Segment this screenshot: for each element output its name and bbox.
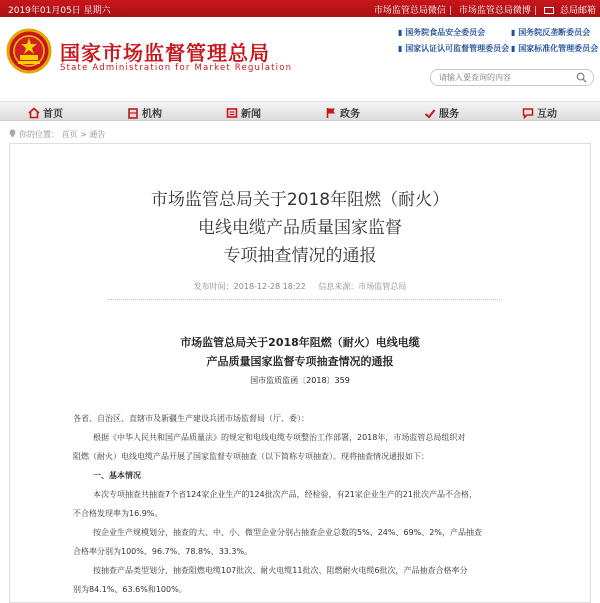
weibo-link[interactable]: 市场监管总局微博 (458, 6, 531, 16)
breadcrumb-separator: > (80, 130, 87, 139)
nav-item-service[interactable] (424, 105, 459, 120)
home-icon (28, 107, 40, 119)
info-source: 信息来源：市场监管总局 (318, 282, 407, 291)
document-title (10, 333, 590, 371)
breadcrumb (8, 129, 105, 140)
quicklink-label: 国家标准化管理委员会 (518, 44, 599, 53)
top-bar (0, 0, 600, 17)
quicklink-cnca[interactable]: ▮ 国家认证认可监督管理委员会 (398, 44, 510, 53)
top-links (370, 3, 596, 16)
paragraph-salutation: 各省、自治区、直辖市及新疆生产建设兵团市场监督局（厅、委）： (73, 414, 309, 423)
meta-divider (108, 299, 500, 300)
quicklink-food-safety[interactable]: ▮ 国务院食品安全委员会 (398, 28, 486, 37)
news-icon (226, 107, 238, 119)
document-title-line: 市场监管总局关于2018年阻燃（耐火）电线电缆 (180, 336, 420, 349)
search-icon[interactable] (576, 72, 587, 83)
breadcrumb-current[interactable]: 通告 (89, 130, 106, 139)
paragraph-line: 按企业生产规模划分，抽查的大、中、小、微型企业分别占抽查企业总数的5%、24%、69%、2%，产品抽查 (93, 528, 482, 537)
quicklink-label: 国家认证认可监督管理委员会 (405, 44, 510, 53)
link-separator: | (533, 6, 537, 16)
mail-icon (544, 7, 554, 14)
article-title-line: 电线电缆产品质量国家监督 (198, 218, 402, 238)
quicklink-sac[interactable]: ▮ 国家标准化管理委员会 (511, 44, 599, 53)
current-date: 2019年01月05日 星期六 (8, 6, 111, 16)
nav-item-label: 首页 (43, 109, 63, 120)
service-icon (424, 107, 436, 119)
paragraph-line: 阻燃（耐火）电线电缆产品开展了国家监督专项抽查（以下简称专项抽查）。现将抽查情况通报如下： (73, 452, 429, 461)
paragraph-line: 不合格发现率为16.9%。 (73, 509, 163, 518)
paragraph-line: 合格率分别为100%、96.7%、78.8%、33.3%。 (73, 547, 253, 556)
nav-item-label: 新闻 (241, 109, 261, 120)
breadcrumb-prefix: 你的位置： (19, 130, 59, 139)
article-meta (10, 281, 590, 292)
nav-item-org[interactable] (127, 105, 162, 120)
paragraph-line: 别为84.1%、63.6%和100%。 (73, 585, 187, 594)
breadcrumb-home[interactable]: 首页 (61, 130, 78, 139)
publish-time: 发布时间：2018-12-28 18:22 (193, 282, 306, 291)
quicklink-label: 国务院食品安全委员会 (405, 28, 486, 37)
article-title (10, 186, 590, 270)
main-nav (0, 101, 600, 121)
quicklink-label: 国务院反垄断委员会 (518, 28, 591, 37)
section-heading: 一、基本情况 (93, 471, 141, 480)
document-number: 国市监质监函〔2018〕359 (250, 376, 350, 385)
chat-icon (522, 107, 534, 119)
national-emblem-icon[interactable] (6, 28, 52, 74)
site-title[interactable]: 国家市场监督管理总局 (60, 41, 270, 65)
paragraph-line: 按抽查产品类型划分，抽查阻燃电缆107批次、耐火电缆11批次、阻燃耐火电缆6批次，产品抽查合格率分 (93, 566, 468, 575)
article-title-line: 专项抽查情况的通报 (223, 246, 377, 266)
flag-icon (325, 107, 337, 119)
building-icon (127, 107, 139, 119)
location-icon (8, 129, 17, 138)
paragraph-line: 本次专项抽查共抽查7个省124家企业生产的124批次产品，经检验，有21家企业生产的21批次产品不合格， (93, 490, 477, 499)
site-subtitle: State Administration for Market Regulation (60, 63, 293, 73)
search-input[interactable] (439, 71, 569, 84)
mail-link[interactable] (544, 6, 596, 16)
link-separator: | (448, 6, 452, 16)
article-title-line: 市场监管总局关于2018年阻燃（耐火） (150, 190, 450, 210)
nav-item-label: 服务 (439, 109, 459, 120)
nav-item-affairs[interactable] (325, 105, 360, 120)
quicklink-anti-monopoly[interactable]: ▮ 国务院反垄断委员会 (511, 28, 591, 37)
nav-item-home[interactable] (28, 105, 63, 120)
wechat-link[interactable]: 市场监管总局微信 (373, 6, 446, 16)
nav-item-interact[interactable] (522, 105, 557, 120)
document-title-line: 产品质量国家监督专项抽查情况的通报 (206, 355, 394, 368)
paragraph-line: 根据《中华人民共和国产品质量法》的规定和电线电缆专项整治工作部署，2018年，市场监管总局组织对 (93, 433, 466, 442)
nav-item-label: 政务 (340, 109, 360, 120)
site-header (0, 17, 600, 92)
nav-item-label: 机构 (142, 109, 162, 120)
nav-item-news[interactable] (226, 105, 261, 120)
search-box (430, 69, 594, 86)
nav-item-label: 互动 (537, 109, 557, 120)
mail-link-label: 总局邮箱 (559, 6, 596, 16)
